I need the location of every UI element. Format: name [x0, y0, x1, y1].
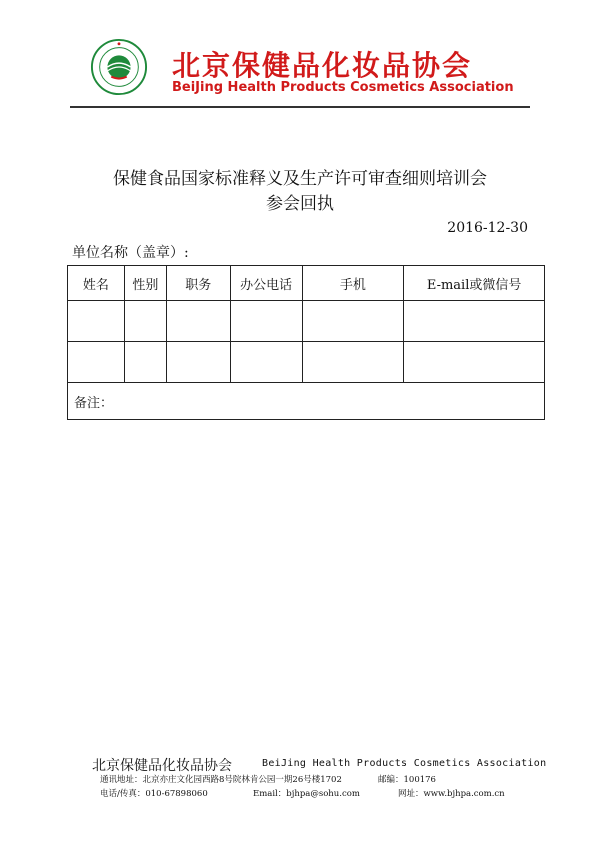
header-divider [70, 106, 530, 108]
note-row [68, 383, 545, 420]
table-header-row [68, 266, 545, 301]
cell-email-wechat[interactable] [404, 301, 545, 342]
cell-position[interactable] [166, 342, 230, 383]
cell-gender[interactable] [124, 301, 166, 342]
registration-table [67, 265, 545, 420]
header-name: 姓名 [68, 266, 125, 301]
table-row [68, 342, 545, 383]
cell-office-phone[interactable] [230, 301, 302, 342]
header-office-phone: 办公电话 [230, 266, 302, 301]
footer-email: Email：bjhpa@sohu.com [253, 789, 360, 799]
header-gender: 性别 [124, 266, 166, 301]
document-date: 2016-12-30 [447, 220, 528, 236]
org-name-cn: 北京保健品化妆品协会 [172, 49, 473, 82]
table-row [68, 301, 545, 342]
note-label[interactable]: 备注： [68, 383, 545, 420]
cell-name[interactable] [68, 342, 125, 383]
footer-address: 通讯地址：北京亦庄文化园西路8号院林肯公园一期26号楼1702 [100, 775, 342, 785]
document-subtitle: 参会回执 [266, 194, 334, 214]
footer-website: 网址：www.bjhpa.com.cn [398, 789, 505, 799]
footer-postcode: 邮编：100176 [378, 775, 436, 785]
cell-name[interactable] [68, 301, 125, 342]
association-seal-logo [90, 38, 148, 96]
cell-position[interactable] [166, 301, 230, 342]
org-name-en: BeiJing Health Products Cosmetics Association [172, 80, 514, 95]
cell-mobile[interactable] [302, 301, 404, 342]
footer-org-name-cn: 北京保健品化妆品协会 [92, 758, 232, 774]
cell-office-phone[interactable] [230, 342, 302, 383]
cell-email-wechat[interactable] [404, 342, 545, 383]
header-mobile: 手机 [302, 266, 404, 301]
header-email-wechat: E-mail或微信号 [404, 266, 545, 301]
footer-org-name-en: BeiJing Health Products Cosmetics Association [262, 758, 547, 769]
document-title: 保健食品国家标准释义及生产许可审查细则培训会 [113, 169, 487, 189]
footer-phone-fax: 电话/传真：010-67898060 [100, 789, 208, 799]
header-position: 职务 [166, 266, 230, 301]
unit-name-label: 单位名称（盖章）: [72, 245, 189, 261]
cell-gender[interactable] [124, 342, 166, 383]
cell-mobile[interactable] [302, 342, 404, 383]
